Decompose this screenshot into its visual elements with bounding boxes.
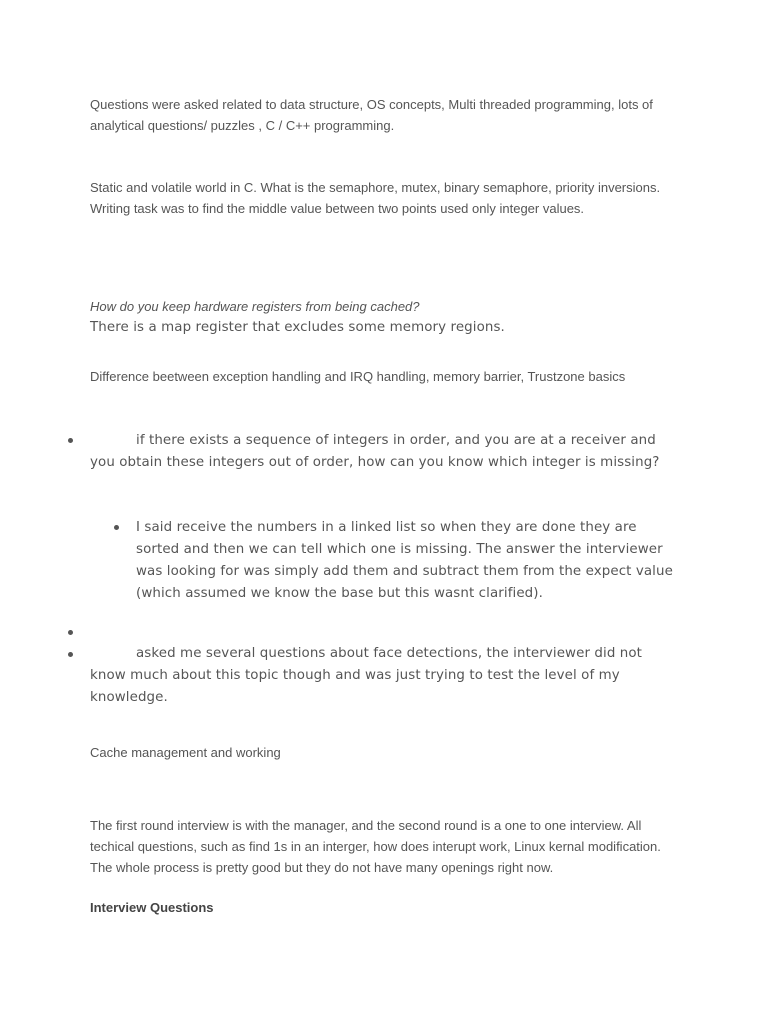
paragraph-interview-rounds: The first round interview is with the manager, and the second round is a one to one interview. All techical questions, such as find 1s in an interger, how does interupt work, Linux kernal modification. The whole process is pretty good but they do not have many openings right now. [90,818,661,875]
bullet-marker-empty [68,630,73,635]
bullet-linked-list-answer: I said receive the numbers in a linked list so when they are done they are sorted and then we can tell which one is missing. The answer the interviewer was looking for was simply add them and subtract them from the expect value (which assumed we know the base but this wasnt clarified). [136,520,673,601]
bullet-marker [114,525,119,530]
bullet-missing-integer: if there exists a sequence of integers in order, and you are at a receiver and you obtain these integers out of order, how can you know which integer is missing? [90,433,660,470]
paragraph-exception-irq: Difference beetween exception handling and IRQ handling, memory barrier, Trustzone basics [90,369,626,384]
bullet-marker [68,652,73,657]
question-hardware-registers: How do you keep hardware registers from being cached? [90,299,420,314]
paragraph-cache-management: Cache management and working [90,745,281,760]
paragraph-static-volatile: Static and volatile world in C. What is the semaphore, mutex, binary semaphore, priority inversions. Writing task was to find the middle value between two points used only integer values. [90,180,661,216]
bullet-marker [68,438,73,443]
paragraph-topics: Questions were asked related to data structure, OS concepts, Multi threaded programming, lots of analytical questions/ puzzles , C / C++ programming. [90,97,653,133]
heading-interview-questions: Interview Questions [90,900,214,915]
bullet-face-detection: asked me several questions about face detections, the interviewer did not know much about this topic though and was just trying to test the level of my knowledge. [90,646,643,705]
answer-map-register: There is a map register that excludes some memory regions. [90,320,505,335]
